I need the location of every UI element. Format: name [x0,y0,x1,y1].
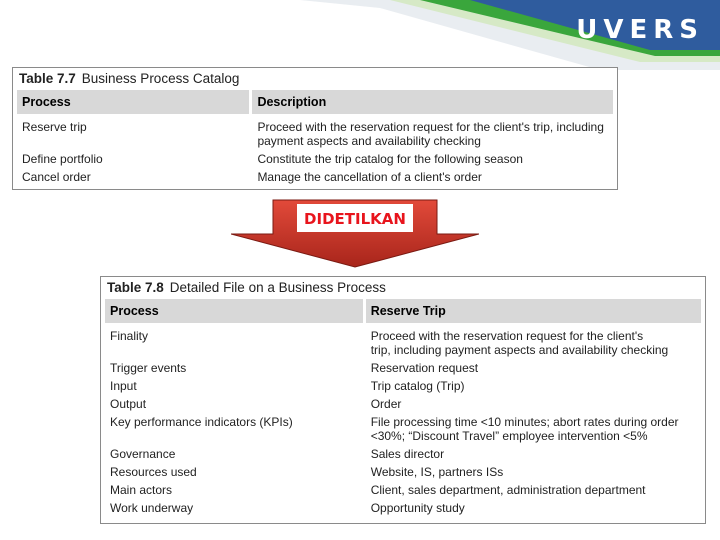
attribute-cell: Main actors [110,483,173,497]
column-header-process: Process [17,90,249,114]
table-row [105,447,701,461]
table-number: Table 7.8 [107,280,164,295]
table-caption [101,277,705,299]
value-cell: Opportunity study [370,501,465,515]
value-line: <30%; “Discount Travel” employee intervention <5% [370,429,648,443]
uvers-logo: UVERS [576,15,704,45]
table-header-row [105,299,701,323]
table-row [105,501,701,515]
value-cell: Client, sales department, administration department [370,483,646,497]
attribute-cell: Input [110,379,137,393]
process-cell: Reserve trip [22,120,87,134]
value-line: trip, including payment aspects and availability checking [370,343,669,357]
description-cell: Manage the cancellation of a client's order [257,170,482,184]
value-cell: Trip catalog (Trip) [370,379,465,393]
detailed-file-table [100,276,706,524]
column-header-process: Process [105,299,363,323]
process-cell: Cancel order [22,170,91,184]
table-title: Detailed File on a Business Process [169,280,386,295]
description-cell [252,120,613,148]
table-row [105,379,701,393]
down-arrow-icon [231,198,479,268]
table-row [105,465,701,479]
business-process-catalog-table [12,67,618,190]
value-cell: Website, IS, partners ISs [370,465,504,479]
arrow-label: DIDETILKAN [304,210,406,228]
attribute-cell: Output [110,397,147,411]
table-row [17,152,613,166]
attribute-cell: Governance [110,447,176,461]
table-row [105,415,701,443]
table-number: Table 7.7 [19,71,76,86]
attribute-cell: Key performance indicators (KPIs) [110,415,293,429]
attribute-cell: Work underway [110,501,194,515]
value-cell [366,329,701,357]
description-line: payment aspects and availability checking [257,134,481,148]
attribute-cell: Finality [110,329,149,343]
attribute-cell: Trigger events [110,361,187,375]
value-line: Proceed with the reservation request for the client's [370,329,644,343]
value-cell: Sales director [370,447,445,461]
table-title: Business Process Catalog [81,71,240,86]
column-header-description: Description [252,90,613,114]
table-row [17,120,613,148]
column-header-reserve-trip: Reserve Trip [366,299,701,323]
table-row [105,329,701,357]
value-cell: Reservation request [370,361,479,375]
table-row [17,170,613,184]
attribute-cell: Resources used [110,465,197,479]
table-row [105,361,701,375]
value-cell [366,415,701,443]
table-row [105,483,701,497]
value-cell: Order [370,397,402,411]
description-cell: Constitute the trip catalog for the following season [257,152,523,166]
value-line: File processing time <10 minutes; abort rates during order [370,415,679,429]
process-cell: Define portfolio [22,152,103,166]
table-row [105,397,701,411]
table-caption [13,68,617,90]
description-line: Proceed with the reservation request for the client's trip, including [257,120,604,134]
table-header-row [17,90,613,114]
